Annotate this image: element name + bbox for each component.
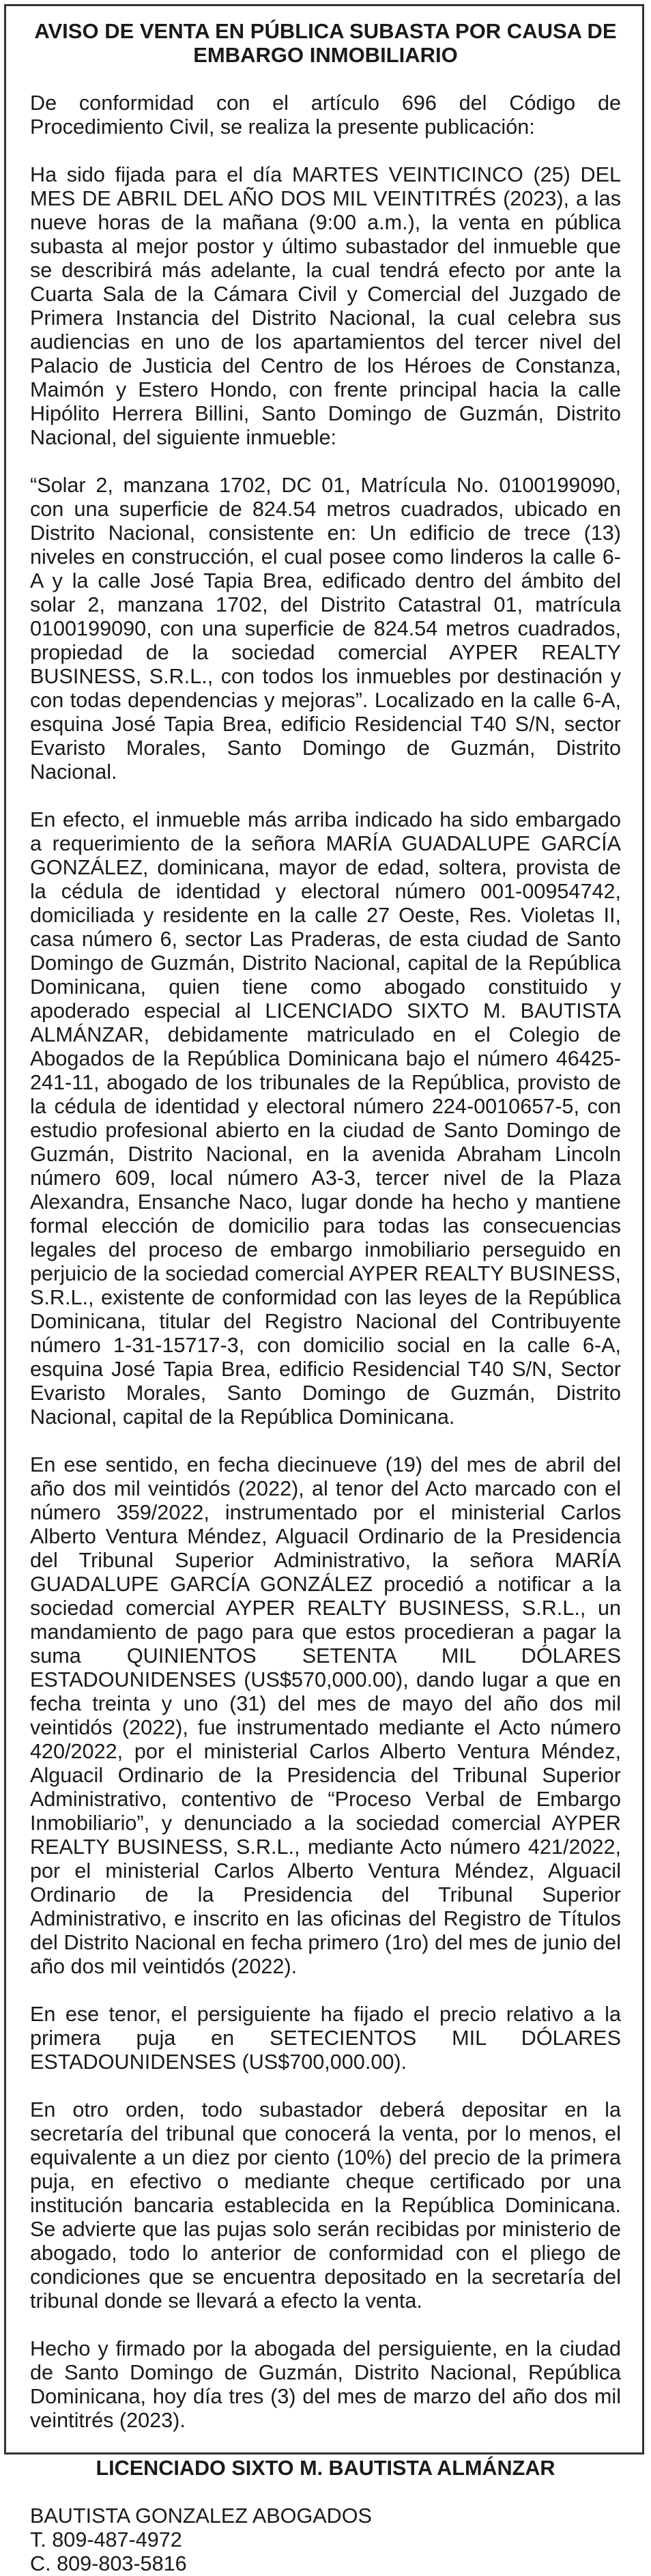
paragraph-auction-date: Ha sido fijada para el día MARTES VEINTICINCO (25) DEL MES DE ABRIL DEL AÑO DOS MIL VEINTITRÉS (2023), a las nueve horas de la mañana (9:00 a.m.), la venta en pública subasta al mejor postor y último subastador del inmueble que se describirá más adelante, la cual tendrá efecto por ante la Cuarta Sala de la Cámara Civil y Comercial del Juzgado de Primera Instancia del Distrito Nacional, la cual celebra sus audiencias en uno de los apartamientos del tercer nivel del Palacio de Justicia del Centro de los Héroes de Constanza, Maimón y Estero Hondo, con frente principal hacia la calle Hipólito Herrera Billini, Santo Domingo de Guzmán, Distrito Nacional, del siguiente inmueble: — [30, 163, 621, 449]
paragraph-signed: Hecho y firmado por la abogada del persiguiente, en la ciudad de Santo Domingo de Guzmán, Distrito Nacional, República Dominicana, hoy día tres (3) del mes de marzo del año dos mil veintitrés (2023). — [30, 2337, 621, 2432]
paragraph-payment-order: En ese sentido, en fecha diecinueve (19) del mes de abril del año dos mil veintidós (2022), al tenor del Acto marcado con el número 359/2022, instrumentado por el ministerial Carlos Alberto Ventura Méndez, Alguacil Ordinario de la Presidencia del Tribunal Superior Administrativo, la señora MARÍA GUADALUPE GARCÍA GONZÁLEZ procedió a notificar a la sociedad comercial AYPER REALTY BUSINESS, S.R.L., un mandamiento de pago para que estos procedieran a pagar la suma QUINIENTOS SETENTA MIL DÓLARES ESTADOUNIDENSES (US$570,000.00), dando lugar a que en fecha treinta y uno (31) del mes de mayo del año dos mil veintidós (2022), fue instrumentado mediante el Acto número 420/2022, por el ministerial Carlos Alberto Ventura Méndez, Alguacil Ordinario de la Presidencia del Tribunal Superior Administrativo, contentivo de “Proceso Verbal de Embargo Inmobiliario”, y denunciado a la sociedad comercial AYPER REALTY BUSINESS, S.R.L., mediante Acto número 421/2022, por el ministerial Carlos Alberto Ventura Méndez, Alguacil Ordinario de la Presidencia del Tribunal Superior Administrativo, e inscrito en las oficinas del Registro de Títulos del Distrito Nacional en fecha primero (1ro) del mes de junio del año dos mil veintidós (2022). — [30, 1453, 621, 1978]
paragraph-deposit-conditions: En otro orden, todo subastador deberá depositar en la secretaría del tribunal que conocerá la venta, por lo menos, el equivalente a un diez por ciento (10%) del precio de la primera puja, en efectivo o mediante cheque certificado por una institución bancaria establecida en la República Dominicana. Se advierte que las pujas solo serán recibidas por ministerio de abogado, todo lo anterior de conformidad con el pliego de condiciones que se encuentra depositado en la secretaría del tribunal donde se llevará a efecto la venta. — [30, 2098, 621, 2313]
legal-notice — [30, 19, 621, 2576]
paragraph-seizure-details: En efecto, el inmueble más arriba indicado ha sido embargado a requerimiento de la señora MARÍA GUADALUPE GARCÍA GONZÁLEZ, dominicana, mayor de edad, soltera, provista de la cédula de identidad y electoral número 001-00954742, domiciliada y residente en la calle 27 Oeste, Res. Violetas II, casa número 6, sector Las Praderas, de esta ciudad de Santo Domingo de Guzmán, Distrito Nacional, capital de la República Dominicana, quien tiene como abogado constituido y apoderado especial al LICENCIADO SIXTO M. BAUTISTA ALMÁNZAR, debidamente matriculado en el Colegio de Abogados de la República Dominicana bajo el número 46425-241-11, abogado de los tribunales de la República, provisto de la cédula de identidad y electoral número 224-0010657-5, con estudio profesional abierto en la ciudad de Santo Domingo de Guzmán, Distrito Nacional, en la avenida Abraham Lincoln número 609, local número A3-3, tercer nivel de la Plaza Alexandra, Ensanche Naco, lugar donde ha hecho y mantiene formal elección de domicilio para todas las consecuencias legales del proceso de embargo inmobiliario perseguido en perjuicio de la sociedad comercial AYPER REALTY BUSINESS, S.R.L., existente de conformidad con las leyes de la República Dominicana, titular del Registro Nacional del Contribuyente número 1-31-15717-3, con domicilio social en la calle 6-A, esquina José Tapia Brea, edificio Residencial T40 S/N, Sector Evaristo Morales, Santo Domingo de Guzmán, Distrito Nacional, capital de la República Dominicana. — [30, 808, 621, 1429]
cell-number: C. 809-803-5816 — [30, 2552, 187, 2575]
paragraph-first-bid-price: En ese tenor, el persiguiente ha fijado el precio relativo a la primera puja en SETECIENTOS MIL DÓLARES ESTADOUNIDENSES (US$700,000.00). — [30, 2003, 621, 2074]
notice-title: AVISO DE VENTA EN PÚBLICA SUBASTA POR CAUSA DE EMBARGO INMOBILIARIO — [34, 19, 617, 67]
phone-number: T. 809-487-4972 — [30, 2528, 182, 2551]
signature-name: LICENCIADO SIXTO M. BAUTISTA ALMÁNZAR — [96, 2457, 555, 2480]
contact-block — [30, 2504, 621, 2576]
law-firm-name: BAUTISTA GONZALEZ ABOGADOS — [30, 2504, 372, 2528]
paragraph-intro: De conformidad con el artículo 696 del Código de Procedimiento Civil, se realiza la presente publicación: — [30, 91, 621, 139]
paragraph-property-description: “Solar 2, manzana 1702, DC 01, Matrícula No. 0100199090, con una superficie de 824.54 metros cuadrados, ubicado en Distrito Nacional, consistente en: Un edificio de trece (13) niveles en construcción, el cual posee como linderos la calle 6-A y la calle José Tapia Brea, edificado dentro del ámbito del solar 2, manzana 1702, del Distrito Catastral 01, matrícula 0100199090, con una superficie de 824.54 metros cuadrados, propiedad de la sociedad comercial AYPER REALTY BUSINESS, S.R.L., con todos los inmuebles por destinación y con todas dependencias y mejoras”. Localizado en la calle 6-A, esquina José Tapia Brea, edificio Residencial T40 S/N, sector Evaristo Morales, Santo Domingo de Guzmán, Distrito Nacional. — [30, 474, 621, 784]
